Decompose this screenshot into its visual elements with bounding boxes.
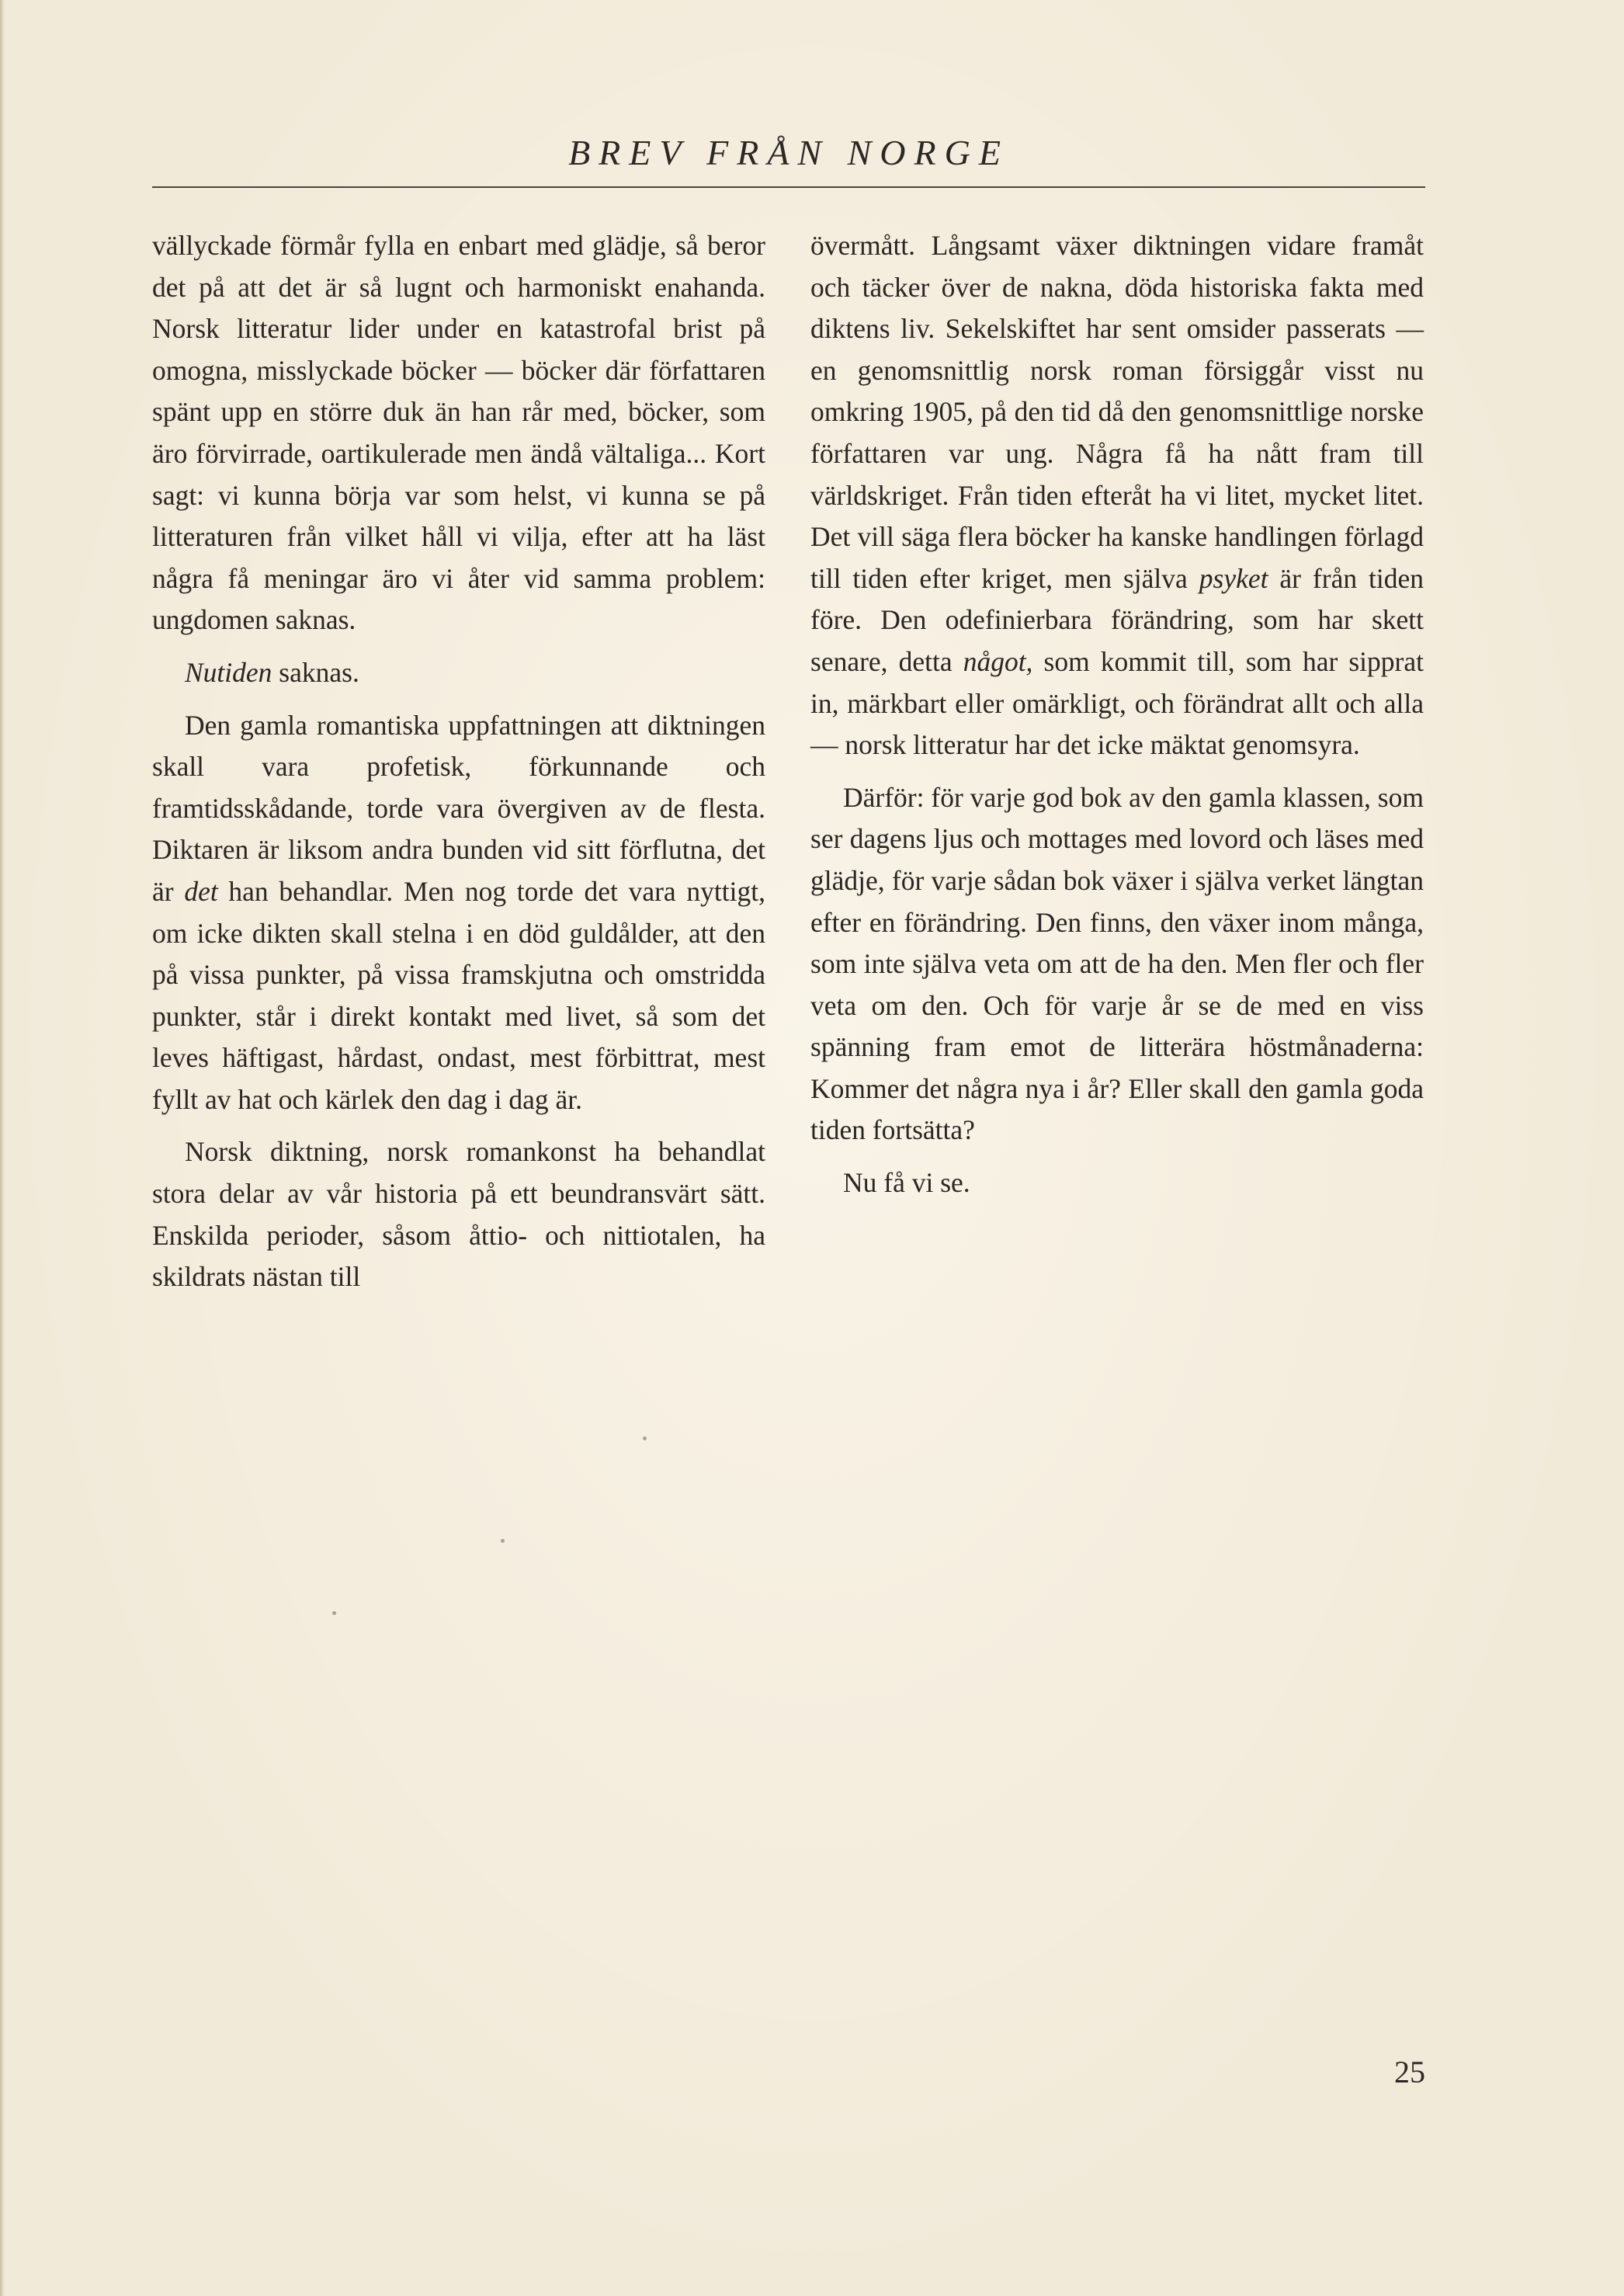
left-paragraph-2	[152, 652, 765, 694]
page-number: 25	[1394, 2055, 1425, 2089]
right-paragraph-3: Nu få vi se.	[843, 1167, 970, 1199]
running-title: BREV FRÅN NORGE	[568, 133, 1009, 172]
paper-speck	[643, 1436, 647, 1440]
emphasis-det: det	[184, 875, 218, 907]
header-rule	[152, 186, 1425, 188]
right-paragraph-1-part-c: som kommit till, som har sipprat in, märkbart eller omärkligt, och förändrat allt och alla — norsk litteratur har det icke mäktat genomsyra.	[810, 645, 1424, 761]
right-column	[810, 225, 1424, 1204]
emphasis-nutiden: Nutiden	[185, 656, 272, 688]
page-header	[152, 124, 1425, 186]
right-paragraph-1	[810, 225, 1424, 766]
left-paragraph-1: vällyckade förmår fylla en enbart med glädje, så beror det på att det är så lugnt och harmoniskt enahanda. Norsk litteratur lider under en katastrofal brist på omogna, misslyckade böcker — böcker där författaren spänt upp en större duk än han rår med, böcker, som äro förvirrade, oartikulerade men ändå vältaliga... Kort sagt: vi kunna börja var som helst, vi kunna se på litteraturen från vilket håll vi vilja, efter att ha läst några få meningar äro vi åter vid samma problem: ungdomen saknas.	[152, 230, 765, 636]
emphasis-psyket: psyket	[1199, 562, 1268, 594]
left-paragraph-3-part-b: han behandlar. Men nog torde det vara nyttigt, om icke dikten skall stelna i en död guldålder, att den på vissa punkter, på vissa framskjutna och omstridda punkter, står i direkt kontakt med livet, så som det leves häftigast, hårdast, ondast, mest förbittrat, mest fyllt av hat och kärlek den dag i dag är.	[152, 875, 765, 1115]
left-paragraph-2-rest: saknas.	[272, 656, 359, 688]
paper-speck	[332, 1611, 336, 1615]
emphasis-nagot: något,	[963, 645, 1033, 677]
paper-speck	[501, 1539, 505, 1543]
left-paragraph-3-part-a: Den gamla romantiska uppfattningen att diktningen skall vara profetisk, förkunnande och framtidsskådande, torde vara övergiven av de flesta. Diktaren är liksom andra bunden vid sitt förflutna, det är	[152, 709, 765, 907]
paper-edge-shadow	[0, 0, 5, 2296]
left-column	[152, 225, 765, 1298]
right-paragraph-1-part-b: är från tiden före. Den odefinierbara förändring, som har skett senare, detta	[810, 562, 1424, 677]
left-paragraph-4: Norsk diktning, norsk romankonst ha behandlat stora delar av vår historia på ett beundransvärt sätt. Enskilda perioder, såsom åttio- och nittiotalen, ha skildrats nästan till	[152, 1136, 765, 1293]
left-paragraph-3	[152, 705, 765, 1121]
right-paragraph-1-part-a: övermått. Långsamt växer diktningen vidare framåt och täcker över de nakna, döda historiska fakta med diktens liv. Sekelskiftet har sent omsider passerats — en genomsnittlig norsk roman försiggår visst nu omkring 1905, på den tid då den genomsnittlige norske författaren var ung. Några få ha nått fram till världskriget. Från tiden efteråt ha vi litet, mycket litet. Det vill säga flera böcker ha kanske handlingen förlagd till tiden efter kriget, men själva	[810, 230, 1424, 594]
right-paragraph-2: Därför: för varje god bok av den gamla klassen, som ser dagens ljus och mottages med lovord och läses med glädje, för varje sådan bok växer i själva verket längtan efter en förändring. Den finns, den växer inom många, som inte själva veta om att de ha den. Men fler och fler veta om den. Och för varje år se de med en viss spänning fram emot de litterära höstmånaderna: Kommer det några nya i år? Eller skall den gamla goda tiden fortsätta?	[810, 781, 1424, 1146]
